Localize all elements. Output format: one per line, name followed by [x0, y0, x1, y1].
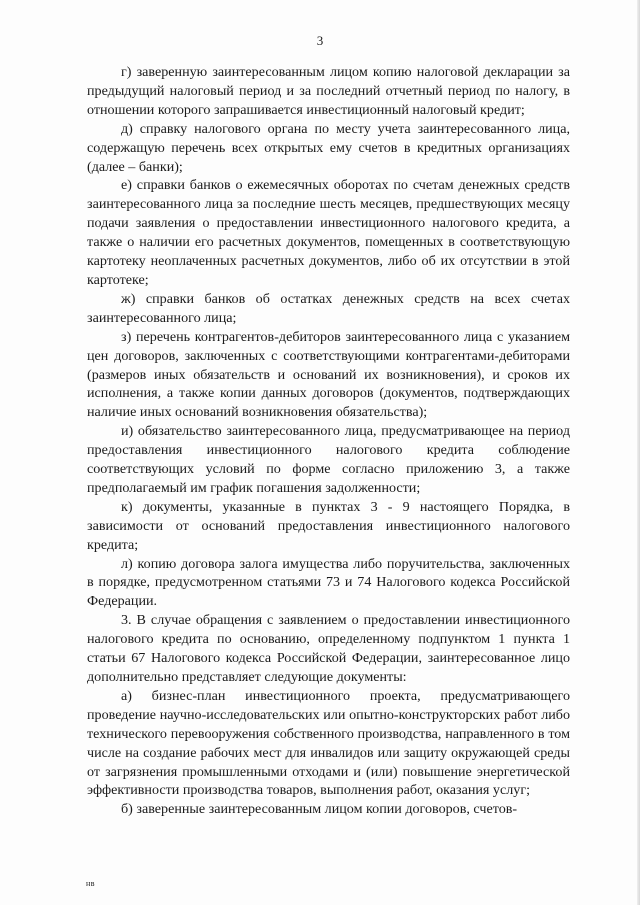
paragraph-l: л) копию договора залога имущества либо поручительства, заключенных в порядке, предусмотренном статьями 73 и 74 Налогового кодекса Российской Федерации.: [87, 555, 570, 610]
paragraph-z: з) перечень контрагентов-дебиторов заинтересованного лица с указанием цен договоров, заключенных с соответствующими контрагентами-дебиторами (размеров иных обязательств и оснований их возникновения), и сроков их исполнения, а также копии данных договоров (документов, подтверждающих наличие иных оснований возникновения обязательства);: [87, 328, 570, 421]
paragraph-g: г) заверенную заинтересованным лицом копию налоговой декларации за предыдущий налоговый период и за последний отчетный период по налогу, в отношении которого запрашивается инвестиционный налоговый кредит;: [87, 64, 570, 118]
paragraph-k: к) документы, указанные в пунктах 3 - 9 настоящего Порядка, в зависимости от оснований предоставления инвестиционного налогового кредита;: [87, 498, 570, 553]
paragraph-zh: ж) справки банков об остатках денежных средств на всех счетах заинтересованного лица;: [87, 290, 570, 326]
paragraph-b: б) заверенные заинтересованным лицом копии договоров, счетов-: [121, 801, 518, 818]
paragraph-d: д) справку налогового органа по месту учета заинтересованного лица, содержащую перечень всех открытых ему счетов в кредитных организациях (далее – банки);: [87, 120, 570, 175]
paragraph-e: е) справки банков о ежемесячных оборотах по счетам денежных средств заинтересованного лица за последние шесть месяцев, предшествующих месяцу подачи заявления о предоставлении инвестиционного налогового кредита, а также о наличии его расчетных документов, помещенных в соответствующую картотеку неоплаченных расчетных документов, либо об их отсутствии в этой картотеке;: [87, 177, 570, 288]
paragraph-i: и) обязательство заинтересованного лица, предусматривающее на период предоставления инвестиционного налогового кредита соблюдение соответствующих условий по форме согласно приложению 3, а также предполагаемый им график погашения задолженности;: [87, 423, 570, 496]
paragraph-a: а) бизнес-план инвестиционного проекта, предусматривающего проведение научно-исследовательских или опытно-конструкторских работ либо технического перевооружения собственного производства, направленного в том числе на создание рабочих мест для инвалидов или защиту окружающей среды от загрязнения промышленными отходами и (или) повышение энергетической эффективности производства товаров, выполнения работ, оказания услуг;: [87, 687, 570, 799]
footer-initials: нв: [86, 879, 96, 888]
page-number: 3: [316, 33, 324, 48]
section-3: 3. В случае обращения с заявлением о предоставлении инвестиционного налогового кредита по основанию, определенному подпунктом 1 пункта 1 статьи 67 Налогового кодекса Российской Федерации, заинтересованное лицо дополнительно представляет следующие документы:: [87, 612, 570, 685]
document-body: [87, 63, 570, 819]
